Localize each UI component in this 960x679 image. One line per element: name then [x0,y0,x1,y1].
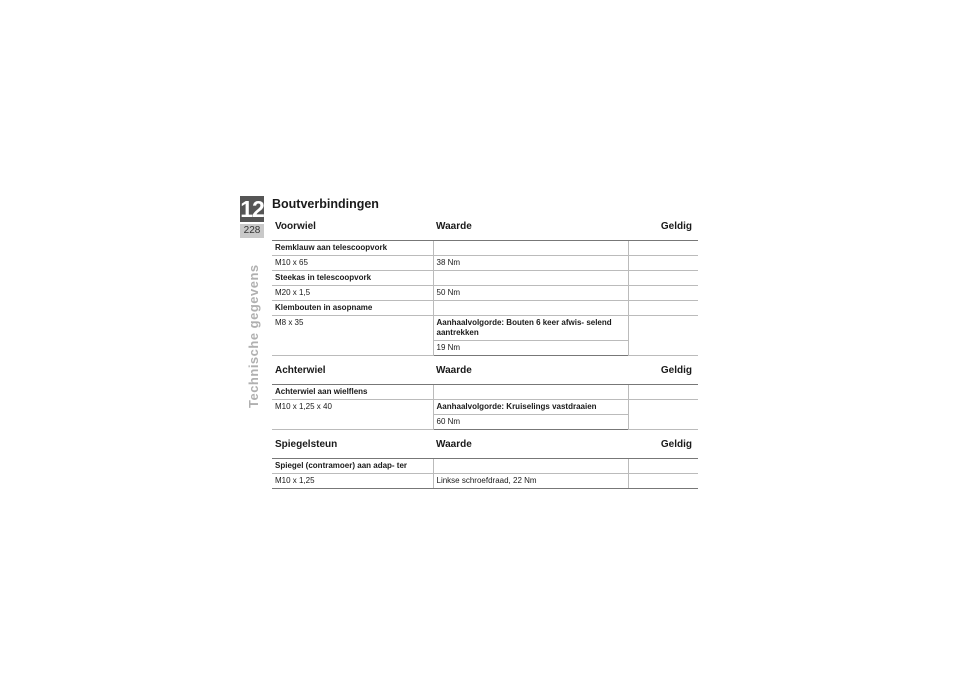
valid-cell [628,316,698,356]
valid-cell [628,459,698,474]
torque-value: 50 Nm [433,286,628,301]
column-header-value: Waarde [433,430,628,459]
table-row [272,385,698,400]
table-row [272,400,698,415]
table-row [272,286,698,301]
value-cell [433,459,628,474]
chapter-number: 12 [240,196,264,222]
value-cell [433,271,628,286]
chapter-tab [240,196,266,238]
chapter-title: Technische gegevens [246,264,261,408]
bolt-size: M10 x 1,25 [272,474,433,489]
bolt-size: M10 x 65 [272,256,433,271]
valid-cell [628,474,698,489]
valid-cell [628,286,698,301]
valid-cell [628,241,698,256]
component-name: Klembouten in asopname [272,301,433,316]
tightening-sequence: Aanhaalvolgorde: Bouten 6 keer afwis- selend aantrekken [433,316,628,341]
bolt-size: M8 x 35 [272,316,433,356]
valid-cell [628,271,698,286]
column-header-component: Achterwiel [272,356,433,385]
value-cell [433,301,628,316]
component-name: Steekas in telescoopvork [272,271,433,286]
valid-cell [628,385,698,400]
table-row [272,271,698,286]
component-name: Remklauw aan telescoopvork [272,241,433,256]
table-header-row [272,212,698,241]
column-header-valid: Geldig [628,212,698,241]
table-row [272,241,698,256]
torque-value: 60 Nm [433,415,628,430]
bolt-size: M10 x 1,25 x 40 [272,400,433,430]
valid-cell [628,301,698,316]
bolt-size: M20 x 1,5 [272,286,433,301]
page-number: 228 [240,224,264,238]
value-cell [433,241,628,256]
page-title: Boutverbindingen [272,197,379,211]
component-name: Achterwiel aan wielflens [272,385,433,400]
torque-value: 38 Nm [433,256,628,271]
column-header-component: Spiegelsteun [272,430,433,459]
component-name: Spiegel (contramoer) aan adap- ter [272,459,433,474]
content-area [272,196,698,489]
valid-cell [628,256,698,271]
table-header-row [272,356,698,385]
value-cell [433,385,628,400]
table-row [272,301,698,316]
table-row [272,316,698,341]
table-row [272,459,698,474]
torque-value: 19 Nm [433,341,628,356]
column-header-value: Waarde [433,212,628,241]
table-row [272,256,698,271]
table-row [272,474,698,489]
torque-table [272,212,698,489]
column-header-value: Waarde [433,356,628,385]
tightening-sequence: Aanhaalvolgorde: Kruiselings vastdraaien [433,400,628,415]
table-header-row [272,430,698,459]
torque-value: Linkse schroefdraad, 22 Nm [433,474,628,489]
column-header-component: Voorwiel [272,212,433,241]
valid-cell [628,400,698,430]
column-header-valid: Geldig [628,356,698,385]
column-header-valid: Geldig [628,430,698,459]
